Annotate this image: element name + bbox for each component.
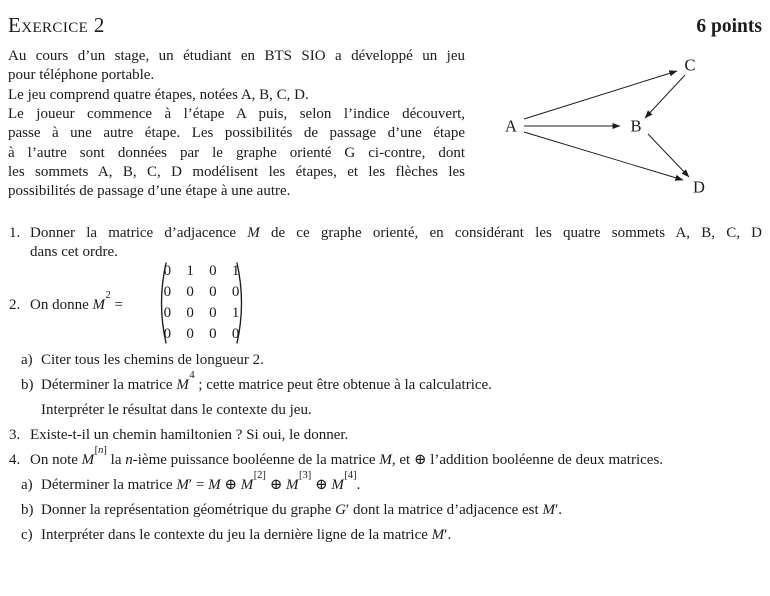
question-2 [0,261,770,345]
questions-list [0,351,770,551]
intro-line: Le jeu comprend quatre étapes, notées A, B, C, D. [8,86,309,103]
question-line-text: On note M[n] la n-ième puissance booléenne de la matrice M, et ⊕ l’addition booléenne de deux matrices. [30,445,664,469]
question-1-number: 1. [9,225,21,241]
matrix-cell: 0 [231,326,240,342]
matrix-cell: 0 [163,284,172,300]
question-line-text: Existe-t-il un chemin hamiltonien ? Si oui, le donner. [30,427,349,444]
graph-edge-A-C [524,71,677,119]
graph-node-B: B [630,116,642,136]
graph-edge-A-D [524,132,683,180]
question-line-text: Donner la représentation géométrique du graphe G′ dont la matrice d’adjacence est M′. [41,502,562,519]
question-line [0,470,770,495]
question-line-text: Citer tous les chemins de longueur 2. [41,352,264,368]
intro-line: passe à une autre étape. Les possibilités de passage d’une étape [8,125,465,142]
matrix-cell: 1 [231,305,240,321]
question-line [0,526,770,545]
question-1-text-cont: dans cet ordre. [30,244,118,261]
question-line-label: b) [21,502,34,519]
matrix-cell: 0 [209,263,217,279]
matrix-cells [156,261,247,345]
page-header [8,13,762,38]
question-line [0,370,770,395]
matrix-cell: 0 [186,326,194,342]
graph-edge-B-D [648,134,689,177]
matrix-cell: 0 [186,305,194,321]
intro-line: les sommets A, B, C, D modélisent les étapes, et les flèches les [8,164,465,181]
question-line-text: Interpréter dans le contexte du jeu la dernière ligne de la matrice M′. [41,527,452,544]
question-2-text: On donne $M^2$ = [30,290,123,313]
question-line [0,501,770,520]
question-line [0,351,770,370]
question-1 [0,224,770,263]
intro-line: Le joueur commence à l’étape A puis, selon l’indice découvert, [8,106,465,123]
matrix-cell: 0 [163,305,172,321]
graph-node-C: C [684,55,696,75]
question-line-label: a) [21,477,33,494]
question-line-label: 3. [9,427,21,444]
directed-graph-svg [480,42,742,214]
matrix-cell: 0 [231,284,240,300]
question-2-number: 2. [9,297,21,313]
question-line-text: Interpréter le résultat dans le contexte du jeu. [41,402,312,419]
question-line [0,426,770,445]
graph-diagram [480,42,742,214]
graph-node-A: A [505,116,517,136]
matrix-cell: 0 [186,284,194,300]
matrix-cell: 1 [186,263,194,279]
matrix-m-squared [156,261,247,345]
question-line-text: Déterminer la matrice $M^4$ ; cette matrice peut être obtenue à la calculatrice. [41,370,492,394]
matrix-cell: 1 [231,263,240,279]
exercise-title: Exercice 2 [8,13,105,37]
matrix-cell: 0 [209,326,217,342]
question-line-label: 4. [9,452,21,469]
question-line [0,445,770,470]
matrix-cell: 0 [163,326,172,342]
question-line-text: Déterminer la matrice M′ = M ⊕ M[2] ⊕ M[3] ⊕ M[4]. [41,470,361,494]
question-line-label: c) [21,527,33,544]
points-label: 6 points [696,16,762,37]
matrix-cell: 0 [163,263,172,279]
matrix-cell: 0 [209,284,217,300]
graph-node-D: D [693,177,705,197]
matrix-cell: 0 [209,305,217,321]
intro-paragraph [8,47,465,202]
question-line-label: b) [21,377,34,394]
question-line-label: a) [21,352,33,368]
question-line [0,401,770,420]
intro-line: Au cours d’un stage, un étudiant en BTS SIO a développé un jeu [8,48,465,64]
graph-edge-C-B [645,75,685,118]
intro-line: pour téléphone portable. [8,67,155,84]
intro-line: à l’autre sont données par le graphe orienté G ci-contre, dont [8,144,465,161]
intro-line: possibilités de passage d’une étape à une autre. [8,183,291,200]
question-1-text: Donner la matrice d’adjacence M de ce graphe orienté, en considérant les quatre sommets A, B, C, D [30,225,762,241]
